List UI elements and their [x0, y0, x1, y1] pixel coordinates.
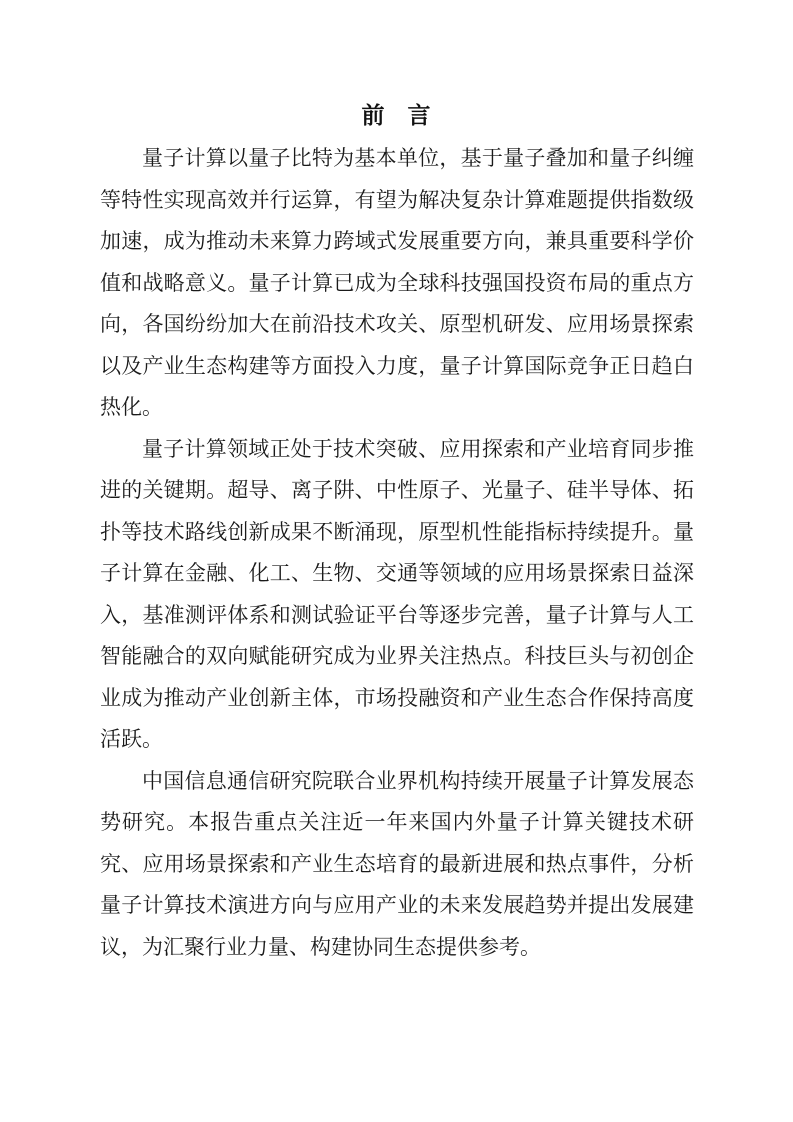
- paragraph-quantum-intro: 量子计算以量子比特为基本单位，基于量子叠加和量子纠缠等特性实现高效并行运算，有望为解决复杂计算难题提供指数级加速，成为推动未来算力跨域式发展重要方向，兼具重要科学价值和战略意义。量子计算已成为全球科技强国投资布局的重点方向，各国纷纷加大在前沿技术攻关、原型机研发、应用场景探索以及产业生态构建等方面投入力度，量子计算国际竞争正日趋白热化。: [100, 146, 694, 419]
- paragraph-industry-status: 量子计算领域正处于技术突破、应用探索和产业培育同步推进的关键期。超导、离子阱、中性原子、光量子、硅半导体、拓扑等技术路线创新成果不断涌现，原型机性能指标持续提升。量子计算在金融、化工、生物、交通等领域的应用场景探索日益深入，基准测评体系和测试验证平台等逐步完善，量子计算与人工智能融合的双向赋能研究成为业界关注热点。科技巨头与初创企业成为推动产业创新主体，市场投融资和产业生态合作保持高度活跃。: [100, 436, 694, 751]
- document-body: [100, 138, 694, 968]
- paragraph-report-scope: 中国信息通信研究院联合业界机构持续开展量子计算发展态势研究。本报告重点关注近一年来国内外量子计算关键技术研究、应用场景探索和产业生态培育的最新进展和热点事件，分析量子计算技术演进方向与应用产业的未来发展趋势并提出发展建议，为汇聚行业力量、构建协同生态提供参考。: [100, 768, 694, 959]
- page-title: 前 言: [361, 102, 433, 128]
